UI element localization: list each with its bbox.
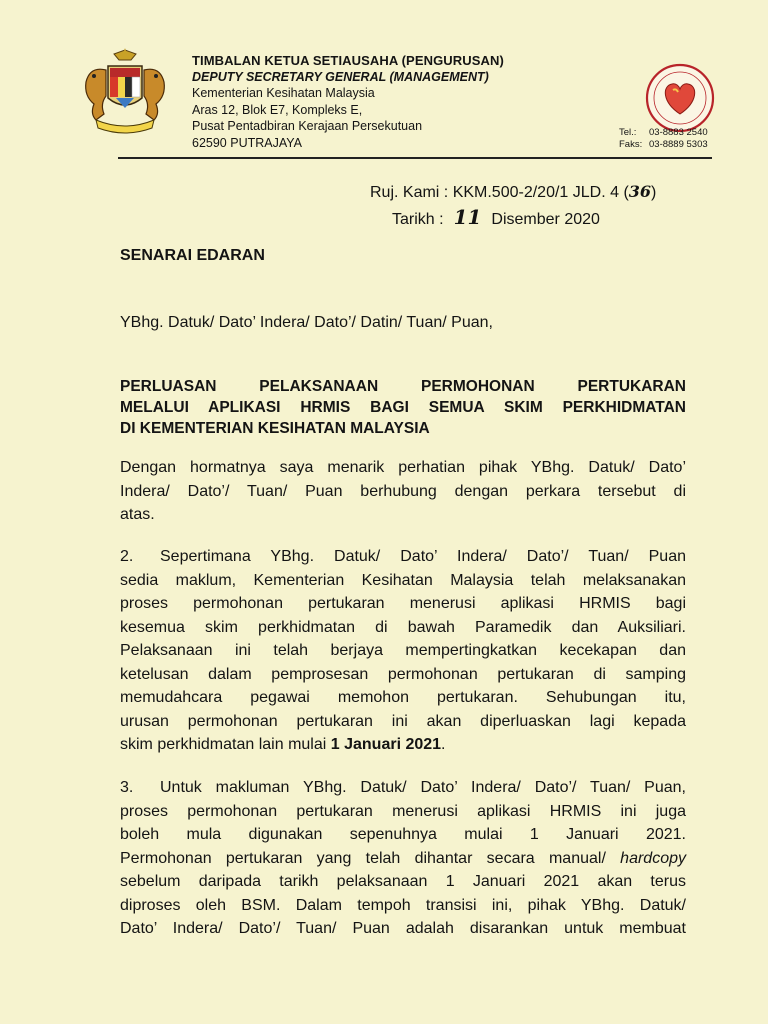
subject-heading — [120, 376, 686, 439]
ruj-handwritten: 36 — [628, 182, 652, 201]
tel-number: 03-8883 2540 — [649, 127, 708, 138]
paragraph-line: Dato’ Indera/ Dato’/ Tuan/ Puan adalah disarankan untuk membuat — [120, 920, 686, 937]
paragraph-line: memudahcara pegawai memohon pertukaran. Sehubungan itu, — [120, 689, 686, 706]
paragraph-line: Pelaksanaan ini telah berjaya mempertingkatkan kecekapan dan — [120, 642, 686, 659]
subject-line: MELALUI APLIKASI HRMIS BAGI SEMUA SKIM PERKHIDMATAN — [120, 399, 686, 416]
paragraph-line: 2. Sepertimana YBhg. Datuk/ Dato’ Indera/ Dato’/ Tuan/ Puan — [120, 545, 686, 569]
paragraph-line: urusan permohonan pertukaran ini akan diperluaskan lagi kepada — [120, 712, 686, 730]
reference-block — [370, 180, 656, 232]
paragraph-line: 3. Untuk makluman YBhg. Datuk/ Dato’ Indera/ Dato’/ Tuan/ Puan, — [120, 776, 686, 800]
paragraph-line: sedia maklum, Kementerian Kesihatan Malaysia telah melaksanakan — [120, 571, 686, 589]
office-title-english: DEPUTY SECRETARY GENERAL (MANAGEMENT) — [192, 70, 489, 84]
paragraph-number: 2. — [120, 548, 134, 565]
tarikh-month-year: Disember 2020 — [491, 211, 600, 228]
ministry-heart-logo-icon — [644, 62, 716, 134]
ruj-label: Ruj. Kami : — [370, 184, 453, 201]
address-line: Pusat Pentadbiran Kerajaan Persekutuan — [192, 119, 423, 133]
fax-label: Faks: — [619, 138, 643, 150]
contact-info — [619, 127, 708, 150]
paragraph-line: atas. — [120, 506, 155, 523]
paragraph-3 — [120, 776, 686, 941]
address-line: Aras 12, Blok E7, Kompleks E, — [192, 102, 363, 117]
paragraph-line: ketelusan dalam pemprosesan permohonan pertukaran di samping — [120, 665, 686, 683]
reference-date — [370, 205, 656, 232]
subject-line: DI KEMENTERIAN KESIHATAN MALAYSIA — [120, 420, 430, 437]
subject-line: PERLUASAN PELAKSANAAN PERMOHONAN PERTUKARAN — [120, 378, 686, 395]
tel-label: Tel.: — [619, 127, 637, 138]
fax-number: 03-8889 5303 — [649, 138, 708, 150]
paragraph-line: Permohonan pertukaran yang telah dihantar secara manual/ hardcopy — [120, 849, 686, 867]
hardcopy-term: hardcopy — [620, 849, 686, 867]
paragraph-line: sebelum daripada tarikh pelaksanaan 1 Januari 2021 akan terus — [120, 873, 686, 890]
paragraph-line: proses permohonan pertukaran menerusi aplikasi HRMIS bagi — [120, 595, 686, 612]
office-title: TIMBALAN KETUA SETIAUSAHA (PENGURUSAN) — [192, 53, 504, 68]
salutation: YBhg. Datuk/ Dato’ Indera/ Dato’/ Datin/ Tuan/ Puan, — [120, 314, 493, 331]
ruj-value: KKM.500-2/20/1 JLD. 4 ( — [452, 184, 629, 201]
paragraph-line: skim perkhidmatan lain mulai 1 Januari 2021. — [120, 736, 446, 753]
address-line: 62590 PUTRAJAYA — [192, 135, 303, 150]
tarikh-label: Tarikh : — [392, 211, 444, 228]
paragraph-line: boleh mula digunakan sepenuhnya mulai 1 Januari 2021. — [120, 826, 686, 843]
paragraph-1 — [120, 456, 686, 527]
paragraph-line: Indera/ Dato’/ Tuan/ Puan berhubung dengan perkara tersebut di — [120, 482, 686, 500]
paragraph-line: Dengan hormatnya saya menarik perhatian pihak YBhg. Datuk/ Dato’ — [120, 459, 686, 476]
malaysia-coat-of-arms-icon — [76, 48, 174, 138]
paragraph-2 — [120, 545, 686, 757]
address-line: Kementerian Kesihatan Malaysia — [192, 86, 375, 100]
paragraph-line: diproses oleh BSM. Dalam tempoh transisi ini, pihak YBhg. Datuk/ — [120, 896, 686, 914]
effective-date: 1 Januari 2021 — [330, 736, 442, 753]
paragraph-number: 3. — [120, 779, 134, 796]
ruj-close: ) — [651, 184, 657, 201]
paragraph-line: proses permohonan pertukaran menerusi aplikasi HRMIS ini juga — [120, 802, 686, 820]
distribution-heading: SENARAI EDARAN — [120, 247, 265, 264]
paragraph-line: kesemua skim perkhidmatan di bawah Paramedik dan Auksiliari. — [120, 618, 686, 636]
letterhead-divider — [118, 157, 712, 159]
reference-number — [370, 180, 656, 205]
tarikh-day-handwritten: 11 — [453, 205, 482, 229]
letterhead — [192, 52, 592, 151]
